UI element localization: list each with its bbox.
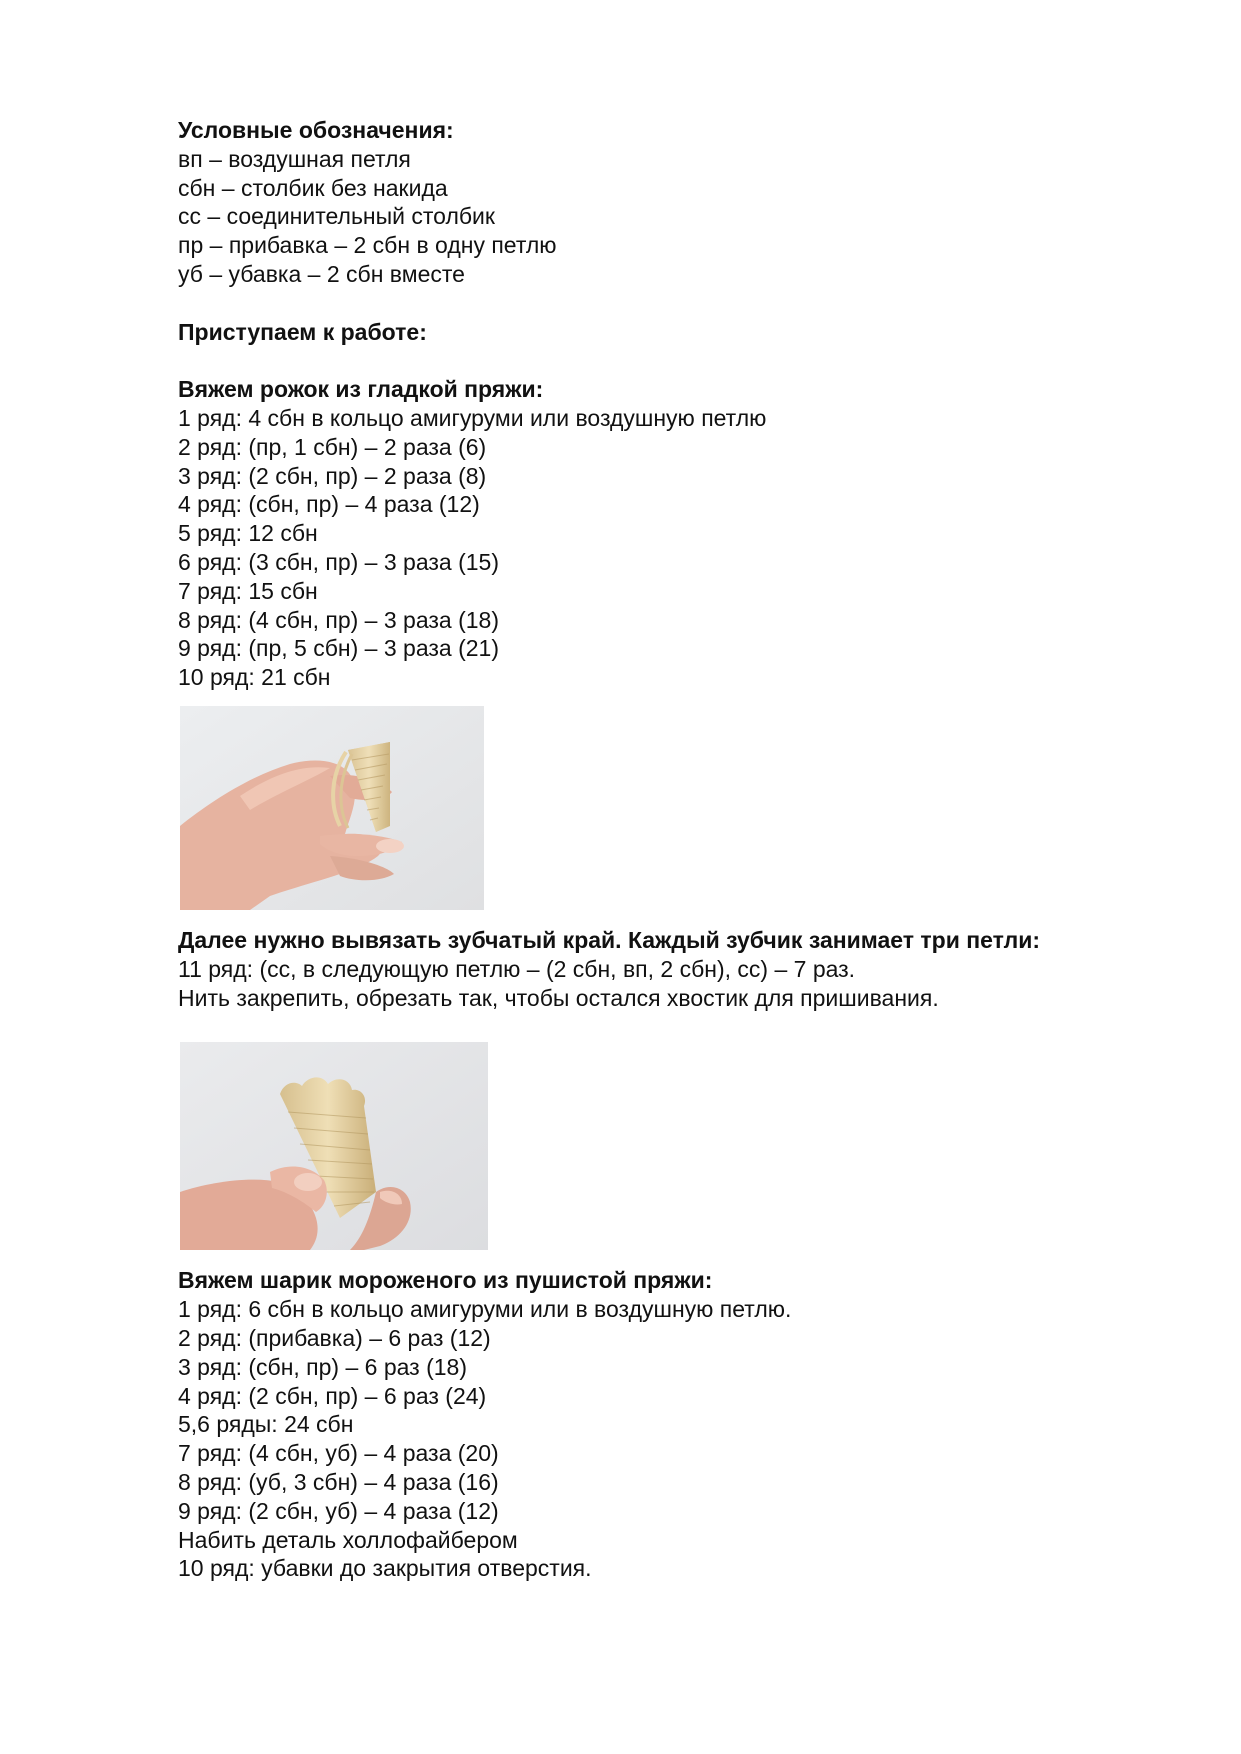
cone-row: 3 ряд: (2 сбн, пр) – 2 раза (8)	[178, 462, 487, 489]
cone-row: 9 ряд: (пр, 5 сбн) – 3 раза (21)	[178, 635, 499, 662]
spacer	[178, 346, 1178, 375]
cone-row: 5 ряд: 12 сбн	[178, 520, 318, 547]
edge-row: 11 ряд: (сс, в следующую петлю – (2 сбн, вп, 2 сбн), сс) – 7 раз.	[178, 955, 856, 982]
legend-item: сбн – столбик без накида	[178, 174, 448, 201]
ball-heading: Вяжем шарик мороженого из пушистой пряжи:	[178, 1267, 713, 1294]
ball-row: 8 ряд: (уб, 3 сбн) – 4 раза (16)	[178, 1468, 499, 1495]
cone-row: 6 ряд: (3 сбн, пр) – 3 раза (15)	[178, 548, 499, 575]
cone-row: 2 ряд: (пр, 1 сбн) – 2 раза (6)	[178, 433, 487, 460]
ball-row: 10 ряд: убавки до закрытия отверстия.	[178, 1555, 592, 1582]
cone-heading: Вяжем рожок из гладкой пряжи:	[178, 376, 544, 403]
legend-item: сс – соединительный столбик	[178, 203, 495, 230]
ball-row: 1 ряд: 6 сбн в кольцо амигуруми или в воздушную петлю.	[178, 1296, 792, 1323]
ball-row: 3 ряд: (сбн, пр) – 6 раз (18)	[178, 1353, 468, 1380]
legend-item: вп – воздушная петля	[178, 145, 411, 172]
edge-heading: Далее нужно вывязать зубчатый край. Каждый зубчик занимает три петли:	[178, 926, 1041, 953]
cone-row: 10 ряд: 21 сбн	[178, 664, 331, 691]
ball-row: 5,6 ряды: 24 сбн	[178, 1411, 354, 1438]
start-heading: Приступаем к работе:	[178, 318, 427, 345]
hand-holding-crochet-cone-photo	[180, 706, 1178, 910]
hand-holding-scalloped-cone-photo	[180, 1042, 1178, 1250]
ball-row: 9 ряд: (2 сбн, уб) – 4 раза (12)	[178, 1497, 499, 1524]
ball-row: Набить деталь холлофайбером	[178, 1526, 518, 1553]
cone-row: 1 ряд: 4 сбн в кольцо амигуруми или воздушную петлю	[178, 404, 767, 431]
cone-row: 4 ряд: (сбн, пр) – 4 раза (12)	[178, 491, 480, 518]
edge-row: Нить закрепить, обрезать так, чтобы остался хвостик для пришивания.	[178, 984, 939, 1011]
cone-row: 8 ряд: (4 сбн, пр) – 3 раза (18)	[178, 606, 499, 633]
legend-item: пр – прибавка – 2 сбн в одну петлю	[178, 232, 557, 259]
document-content	[178, 116, 1178, 1583]
ball-row: 2 ряд: (прибавка) – 6 раз (12)	[178, 1324, 491, 1351]
ball-row: 7 ряд: (4 сбн, уб) – 4 раза (20)	[178, 1440, 499, 1467]
legend-item: уб – убавка – 2 сбн вместе	[178, 260, 465, 287]
ball-row: 4 ряд: (2 сбн, пр) – 6 раз (24)	[178, 1382, 487, 1409]
legend-heading: Условные обозначения:	[178, 117, 454, 143]
spacer	[178, 289, 1178, 318]
cone-row: 7 ряд: 15 сбн	[178, 577, 318, 604]
